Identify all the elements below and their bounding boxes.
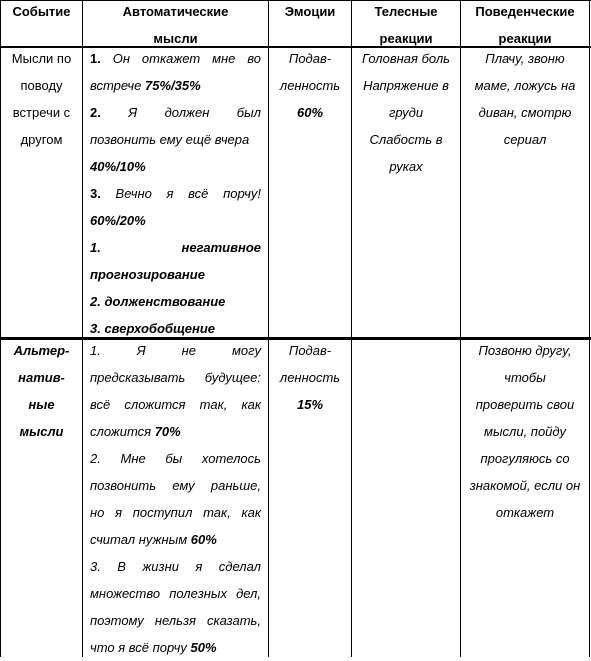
- row1-behavior-line: диван, смотрю: [478, 105, 572, 120]
- row2-event: [1, 337, 82, 445]
- thought-1-line1: [90, 45, 261, 72]
- thought-1-line2: [90, 72, 261, 99]
- alt-thought-3-text4: что я всё порчу: [90, 640, 191, 655]
- row1-event-line: встречи с: [12, 105, 71, 120]
- row1-emotion-line: Подав-: [288, 51, 332, 66]
- row1-behavior-line: сериал: [503, 132, 547, 147]
- thought-2-line1: [90, 99, 261, 126]
- alt-thought-3-line1: 3. В жизни я сделал: [90, 559, 261, 574]
- distortion-1-text: негативное: [181, 240, 261, 255]
- row1-thoughts: [90, 45, 261, 342]
- row2-behavior-line: знакомой, если он: [469, 478, 581, 493]
- row2-emotions: [269, 337, 351, 418]
- row1-emotion-line: ленность: [279, 78, 341, 93]
- row1-body-line: руках: [389, 159, 423, 174]
- row1-event: [1, 45, 82, 153]
- alt-thought-3-percent: 50%: [190, 640, 217, 655]
- thought-1-text: Он откажет мне во: [112, 51, 261, 66]
- thought-2-text: Я должен был: [128, 105, 261, 120]
- row2-behavior: [461, 337, 589, 526]
- row1-body-line: Слабость в: [369, 132, 443, 147]
- thought-3-num: 3.: [90, 186, 101, 201]
- alt-thought-2-line1: 2. Мне бы хотелось: [90, 451, 261, 466]
- row2-event-line: натив-: [18, 370, 65, 385]
- distortion-1-line1: [90, 234, 261, 261]
- row2-event-line: мысли: [19, 424, 64, 439]
- alt-thought-1-line4: [90, 418, 261, 445]
- row1-event-line: поводу: [20, 78, 63, 93]
- alt-thought-2-line3: но я поступил так, как: [90, 505, 261, 520]
- distortion-3: 3. сверхобобщение: [90, 321, 216, 336]
- thought-2-text2: позвонить ему ещё вчера: [90, 132, 250, 147]
- alt-thought-1-line2: предсказывать будущее:: [90, 370, 261, 385]
- alt-thought-2-text4: считал нужным: [90, 532, 191, 547]
- row2-behavior-line: Позвоню другу,: [478, 343, 572, 358]
- alt-thought-1-percent: 70%: [154, 424, 181, 439]
- distortion-2: 2. долженствование: [90, 294, 226, 309]
- row1-body: [352, 45, 460, 180]
- row2-emotion-line: Подав-: [288, 343, 332, 358]
- row1-behavior-line: Плачу, звоню: [485, 51, 565, 66]
- row1-behavior: [461, 45, 589, 153]
- row1-event-line: Мысли по: [11, 51, 72, 66]
- row2-event-line: Альтер-: [13, 343, 70, 358]
- alt-thought-2-line2: позвонить ему раньше,: [90, 478, 261, 493]
- header-body-line1: Телесные: [374, 4, 438, 19]
- thought-1-num: 1.: [90, 51, 101, 66]
- row2-emotion-percent: 15%: [296, 397, 324, 412]
- row2-behavior-line: мысли, пойду: [484, 424, 566, 439]
- header-event: [1, 0, 82, 25]
- row2-event-line: ные: [28, 397, 55, 412]
- header-thoughts-line2: мысли: [153, 31, 198, 46]
- header-emotions-label: Эмоции: [284, 4, 336, 19]
- alt-thought-3-line2: множество полезных дел,: [90, 586, 261, 601]
- alt-thought-3-line3: поэтому нельзя сказать,: [90, 613, 261, 628]
- thought-3-line1: [90, 180, 261, 207]
- row1-body-line: груди: [388, 105, 424, 120]
- header-behavior-line2: реакции: [498, 31, 552, 46]
- row2-behavior-line: прогуляюсь со: [480, 451, 570, 466]
- alt-thought-1-text4: сложится: [90, 424, 155, 439]
- header-behavior-line1: Поведенческие: [475, 4, 575, 19]
- row1-body-line: Напряжение в: [363, 78, 449, 93]
- row2-behavior-line: откажет: [495, 505, 555, 520]
- row2-behavior-line: проверить свои: [475, 397, 575, 412]
- row1-emotion-percent: 60%: [296, 105, 324, 120]
- thought-2-percent: 40%/10%: [90, 159, 146, 174]
- distortion-1-num: 1.: [90, 240, 101, 255]
- header-emotions: [269, 0, 351, 25]
- thought-1-text2: встрече: [90, 78, 145, 93]
- thought-2-num: 2.: [90, 105, 101, 120]
- header-event-label: Событие: [12, 4, 71, 19]
- row2-thoughts: [90, 337, 261, 661]
- col-border-1: [82, 0, 83, 657]
- header-thoughts-line1: Автоматические: [122, 4, 229, 19]
- row1-body-line: Головная боль: [362, 51, 450, 66]
- alt-thought-2-line4: [90, 526, 261, 553]
- col-border-5: [589, 0, 590, 657]
- alt-thought-1-line1: 1. Я не могу: [90, 343, 261, 358]
- thought-3-text: Вечно я всё порчу!: [115, 186, 261, 201]
- row1-emotions: [269, 45, 351, 126]
- alt-thought-2-percent: 60%: [190, 532, 217, 547]
- row1-event-line: другом: [20, 132, 63, 147]
- thought-1-percent: 75%/35%: [144, 78, 201, 93]
- row2-behavior-line: чтобы: [504, 370, 546, 385]
- alt-thought-1-line3: всё сложится так, как: [90, 397, 261, 412]
- header-body-line2: реакции: [379, 31, 433, 46]
- distortion-1-text2: прогнозирование: [90, 267, 205, 282]
- thought-3-percent: 60%/20%: [90, 213, 146, 228]
- row2-emotion-line: ленность: [279, 370, 341, 385]
- row1-behavior-line: маме, ложусь на: [474, 78, 576, 93]
